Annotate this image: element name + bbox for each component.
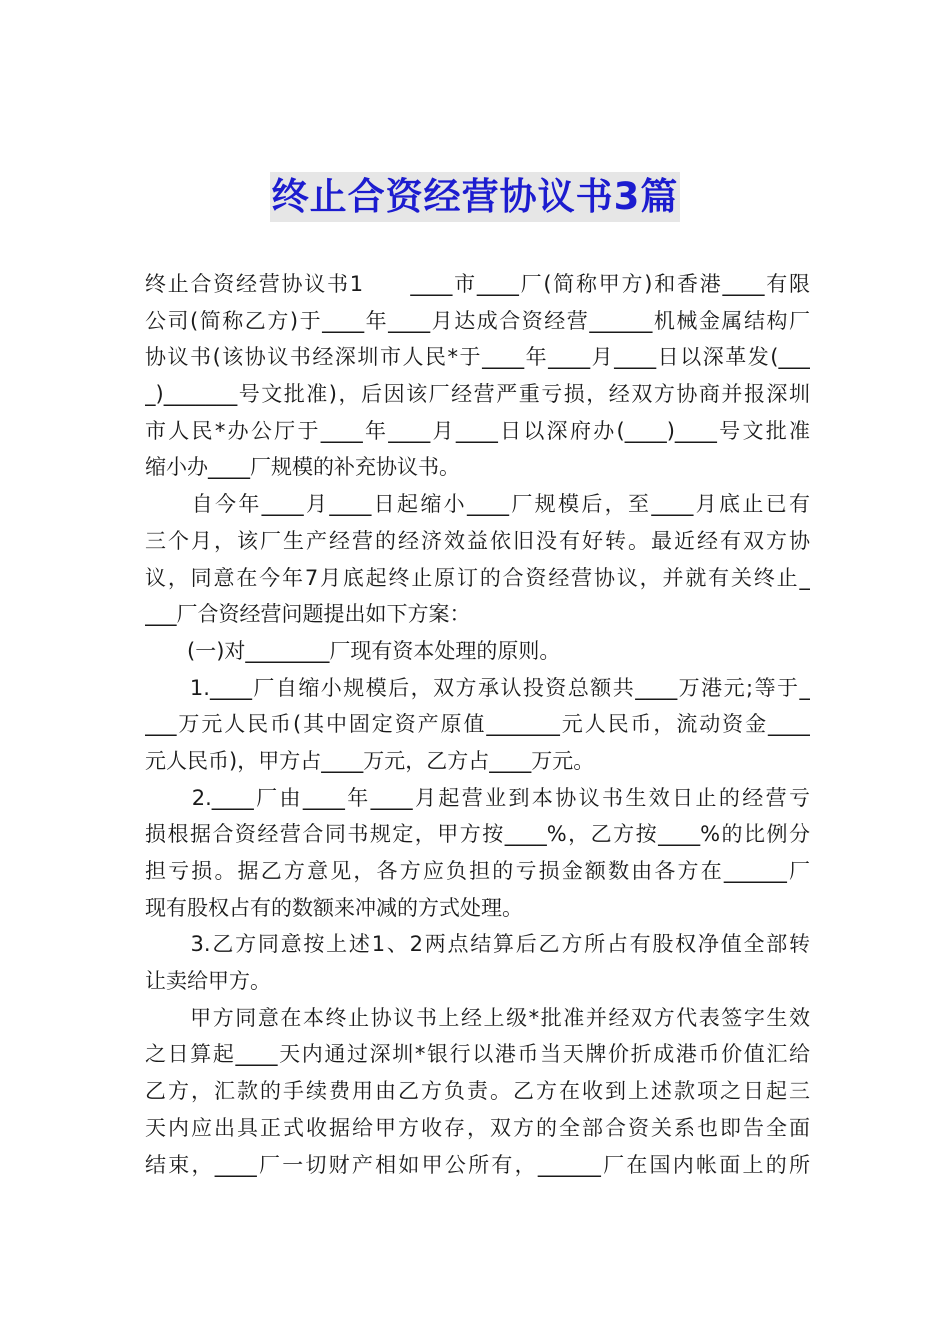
text-line: 天内应出具正式收据给甲方收存，双方的全部合资关系也即告全面 (145, 1115, 810, 1140)
document-body (145, 266, 810, 1183)
text-line: 乙方，汇款的手续费用由乙方负责。乙方在收到上述款项之日起三 (145, 1079, 810, 1104)
text-line: 元人民币)，甲方占____万元，乙方占____万元。 (145, 748, 595, 773)
text-line: 3.乙方同意按上述1、2两点结算后乙方所占有股权净值全部转 (145, 932, 810, 957)
text-line: 公司(简称乙方)于____年____月达成合资经营______机械金属结构厂 (145, 308, 810, 333)
text-line: 让卖给甲方。 (145, 969, 271, 994)
text-line: 现有股权占有的数额来冲减的方式处理。 (145, 895, 523, 920)
text-line: 缩小办____厂规模的补充协议书。 (145, 455, 460, 480)
text-line: 自今年____月____日起缩小____厂规模后，至____月底止已有 (145, 492, 810, 517)
text-line: ___厂合资经营问题提出如下方案： (145, 602, 471, 627)
text-line: 甲方同意在本终止协议书上经上级*批准并经双方代表签字生效 (145, 1005, 810, 1030)
text-line: 议，同意在今年7月底起终止原订的合资经营协议，并就有关终止_ (145, 565, 810, 590)
text-line: ___万元人民币(其中固定资产原值_______元人民币，流动资金____ (145, 712, 810, 737)
text-line: 担亏损。据乙方意见，各方应负担的亏损金额数由各方在______厂 (145, 859, 810, 883)
text-line: 1.____厂自缩小规模后，双方承认投资总额共____万港元;等于_ (145, 675, 810, 700)
text-line: 结束，____厂一切财产相如甲公所有，______厂在国内帐面上的所 (145, 1152, 810, 1177)
text-line: (一)对________厂现有资本处理的原则。 (145, 638, 561, 663)
title-container (0, 172, 950, 222)
text-line: 之日算起____天内通过深圳*银行以港币当天牌价折成港币价值汇给 (145, 1042, 810, 1067)
text-line: 协议书(该协议书经深圳市人民*于____年____月____日以深革发(___ (145, 345, 810, 370)
text-line: 2.____厂由____年____月起营业到本协议书生效日止的经营亏 (145, 785, 810, 810)
text-line: 三个月，该厂生产经营的经济效益依旧没有好转。最近经有双方协 (145, 528, 810, 553)
text-line: _)_______号文批准)，后因该厂经营严重亏损，经双方协商并报深圳 (145, 382, 810, 407)
text-line: 损根据合资经营合同书规定，甲方按____%，乙方按____%的比例分 (145, 822, 810, 847)
document-title: 终止合资经营协议书3篇 (270, 172, 681, 222)
text-line: 市人民*办公厅于____年____月____日以深府办(____)____号文批准 (145, 418, 810, 443)
text-line: 终止合资经营协议书1 ____市____厂(简称甲方)和香港____有限 (145, 272, 810, 296)
